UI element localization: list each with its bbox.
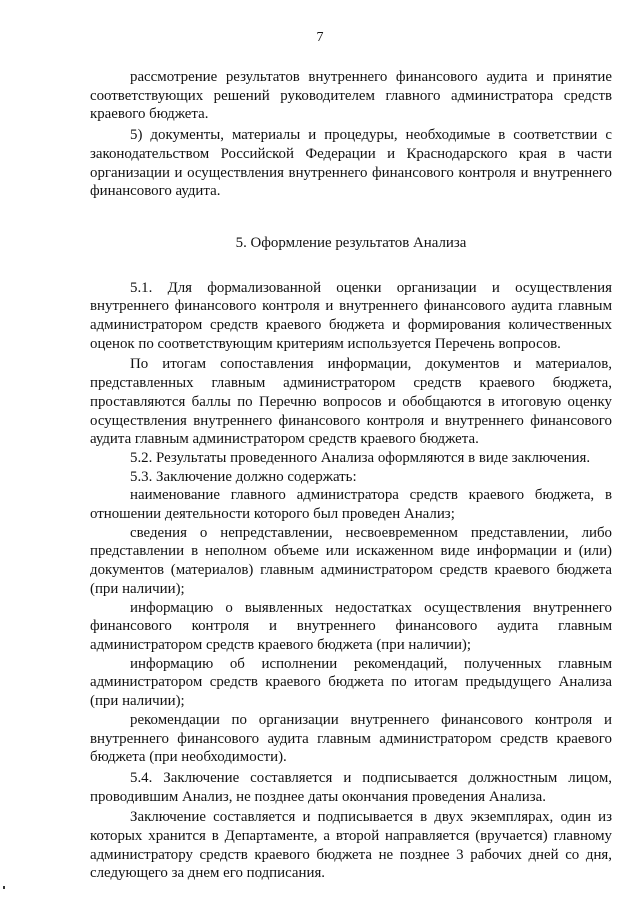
scan-edge-mark	[3, 886, 5, 889]
intro-item-5: 5) документы, материалы и процедуры, необходимые в соответствии с законодательством Российской Федерации и Краснодарского края в части организации и осуществления внутреннего финансового контроля и внутреннего финансового аудита.	[90, 127, 612, 200]
intro-continuation: рассмотрение результатов внутреннего финансового аудита и принятие соответствующих решений руководителем главного администратора средств краевого бюджета.	[90, 69, 612, 123]
paragraph-5-1: 5.1. Для формализованной оценки организации и осуществления внутреннего финансового контроля и внутреннего финансового аудита главным администратором средств краевого бюджета и формирования количественных оценок по соответствующим критериям используется Перечень вопросов.	[90, 279, 612, 352]
conclusion-item-deficiencies: информацию о выявленных недостатках осуществления внутреннего финансового контроля и внутреннего финансового аудита главным администратором средств краевого бюджета (при наличии);	[90, 599, 612, 653]
conclusion-item-nonsubmission: сведения о непредставлении, несвоевременном представлении, либо представлении в неполном объеме или искаженном виде информации и (или) документов (материалов) главным администратором средств краевого бюджета (при наличии);	[90, 524, 612, 597]
paragraph-5-2: 5.2. Результаты проведенного Анализа оформляются в виде заключения.	[130, 449, 591, 466]
paragraph-5-3: 5.3. Заключение должно содержать:	[130, 468, 357, 485]
conclusion-item-recommendations-execution: информацию об исполнении рекомендаций, полученных главным администратором средств краевого бюджета по итогам предыдущего Анализа (при наличии);	[90, 655, 612, 710]
section-heading: 5. Оформление результатов Анализа	[235, 234, 467, 251]
page-number: 7	[316, 30, 324, 45]
paragraph-scoring: По итогам сопоставления информации, документов и материалов, представленных главным администратором средств краевого бюджета, проставляются баллы по Перечню вопросов и обобщаются в итоговую оценку осуществления внутреннего финансового контроля и внутреннего финансового аудита главным администратором средств краевого бюджета.	[90, 356, 612, 448]
paragraph-copies: Заключение составляется и подписывается в двух экземплярах, один из которых хранится в Департаменте, а второй направляется (вручается) главному администратору средств краевого бюджета не позднее 3 рабочих дней со дня, следующего за днем его подписания.	[90, 809, 612, 882]
conclusion-item-recommendations: рекомендации по организации внутреннего финансового контроля и внутреннего финансового аудита главным администратором средств краевого бюджета (при необходимости).	[90, 711, 612, 766]
paragraph-5-4: 5.4. Заключение составляется и подписывается должностным лицом, проводившим Анализ, не позднее даты окончания проведения Анализа.	[90, 769, 612, 805]
conclusion-item-name: наименование главного администратора средств краевого бюджета, в отношении деятельности которого был проведен Анализ;	[90, 487, 612, 523]
document-body	[90, 68, 612, 883]
